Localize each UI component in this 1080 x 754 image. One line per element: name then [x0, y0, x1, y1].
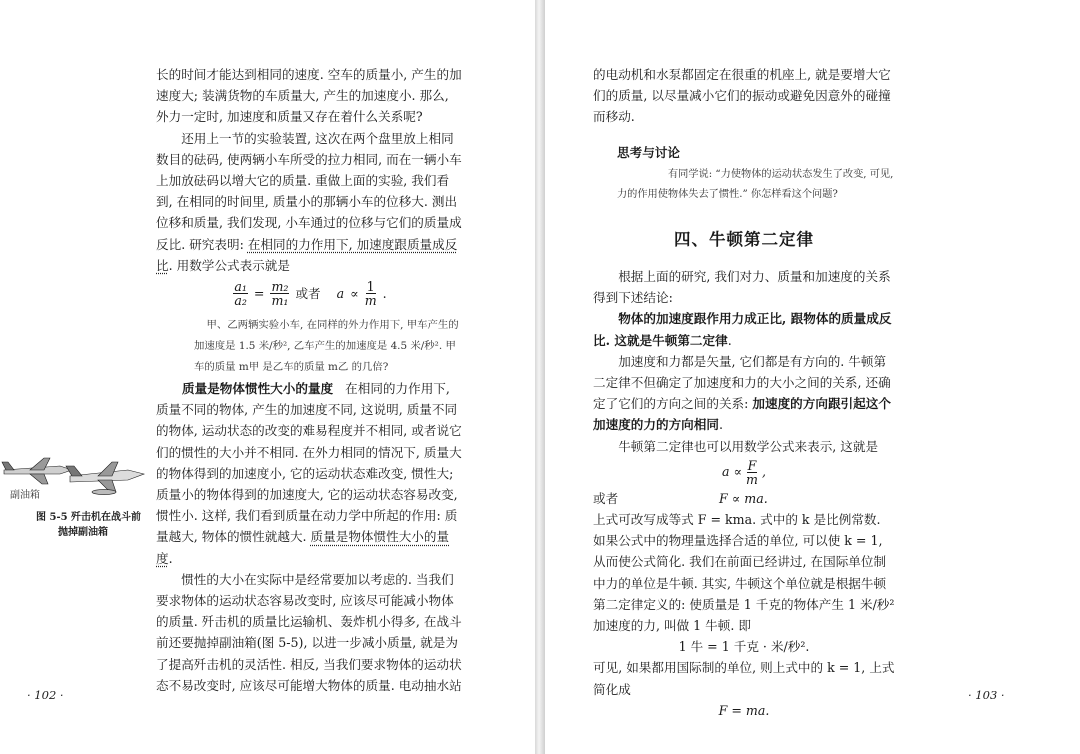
vector-text: 加速度和力都是矢量, 它们都是有方向的. 牛顿第二定律不但确定了加速度和力的大小之间的关系, 还确定了它们的方向之间的关系: — [593, 353, 891, 412]
vector-period: . — [718, 417, 723, 433]
paragraph-simplify: 可见, 如果都用国际制的单位, 则上式中的 k = 1, 上式简化成 — [593, 660, 895, 697]
right-column — [593, 64, 895, 721]
numerator-a1: a₁ — [234, 279, 247, 295]
symbol-a: a — [336, 285, 345, 301]
drop-tank — [92, 489, 116, 494]
discussion-body: 有同学说: “力使物体的运动状态发生了改变, 可见, 力的作用使物体失去了惯性.” 你怎样看这个问题? — [617, 168, 894, 200]
fraction-a1-a2 — [233, 280, 248, 307]
section-title: 四、牛顿第二定律 — [674, 229, 814, 249]
denominator-a2: a₂ — [234, 293, 247, 309]
exercise-box: 甲、乙两辆实验小车, 在同样的外力作用下, 甲车产生的加速度是 1.5 米/秒², 乙车产生的加速度是 4.5 米/秒². 甲车的质量 m甲 是乙车的质量 m乙 的几倍? — [194, 319, 459, 374]
denominator-m: m — [364, 293, 377, 309]
formula-mass-ratio — [156, 280, 464, 307]
formula-f-equals-ma: F = ma. — [718, 702, 770, 718]
page-number-left: · 102 · — [27, 688, 64, 702]
paragraph-vector — [593, 351, 895, 436]
fraction-one-m — [365, 280, 377, 307]
highlight-mass-measure: 质量是物体惯性大小的量度 — [156, 529, 450, 566]
unit-equation: 1 牛 = 1 千克 · 米/秒². — [678, 639, 810, 655]
formula-lead-in: . 用数学公式表示就是 — [168, 257, 290, 273]
caption-line-1: 图 5-5 歼击机在战斗前 — [36, 512, 142, 523]
fraction-m2-m1 — [270, 280, 289, 307]
equals-sign: = — [253, 285, 265, 301]
paragraph-continuation: 的电动机和水泵都固定在很重的机座上, 就是要增大它们的质量, 以尽量减小它们的振动或避免因意外的碰撞而移动. — [593, 67, 891, 125]
paragraph-k-constant: 上式可改写成等式 F = kma. 式中的 k 是比例常数. 如果公式中的物理量选择合适的单位, 可以使 k = 1, 从而使公式简化. 我们在前面已经讲过, 在国际单位制中力的单位是牛顿. 其实, 牛顿这个单位就是根据牛顿第二定律定义的: 使质量是 1 千克的物体产生 1 米/秒² 加速度的力, 叫做 1 牛顿. 即 — [593, 512, 895, 634]
paragraph-conclusion-intro: 根据上面的研究, 我们对力、质量和加速度的关系得到下述结论: — [593, 269, 891, 306]
page-number-right: · 103 · — [968, 688, 1005, 702]
vector-statement: 加速度的方向跟引起这个加速度的力的方向相同 — [593, 396, 891, 433]
figure-label-tank: 副油箱 — [10, 490, 40, 501]
fraction-f-m — [746, 459, 758, 486]
numerator-m2: m₂ — [271, 279, 289, 295]
symbol-a-right: a — [721, 463, 730, 479]
paragraph-formula-intro: 牛顿第二定律也可以用数学公式来表示, 这就是 — [618, 438, 879, 454]
paragraph-inertia — [156, 378, 464, 569]
law-period: . — [727, 332, 732, 348]
proportional-sign: ∝ — [350, 285, 359, 301]
paragraph-application: 惯性的大小在实际中是经常要加以考虑的. 当我们要求物体的运动状态容易改变时, 应该尽可能减小物体的质量. 歼击机的质量比运输机、轰炸机小得多, 在战斗前还要抛掉副油箱(图 5-5), 以进一步减小质量, 就是为了提高歼击机的灵活性. 相反, 当我们要求物体的运动状态不易改变时, 应该尽可能增大物体的质量. 电动抽水站 — [156, 571, 462, 693]
or-label: 或者 — [593, 490, 619, 506]
figure-caption — [36, 510, 154, 540]
paragraph-intro: 长的时间才能达到相同的速度. 空车的质量小, 产生的加速度大; 装满货物的车质量大, 产生的加速度小. 那么, 外力一定时, 加速度和质量又存在着什么关系呢? — [156, 67, 462, 125]
formula-period: . — [382, 285, 387, 301]
formula-or-line — [593, 488, 895, 509]
left-column — [156, 64, 464, 696]
caption-line-2: 抛掉副油箱 — [58, 527, 108, 538]
book-gutter — [535, 0, 545, 754]
numerator-one: 1 — [366, 279, 375, 295]
inertia-period: . — [168, 550, 173, 566]
formula-a-prop-f-over-m — [593, 459, 895, 486]
subheading-mass-inertia: 质量是物体惯性大小的量度 — [182, 381, 334, 397]
denominator-m1: m₁ — [271, 293, 289, 309]
inertia-text: 在相同的力作用下, 质量不同的物体, 产生的加速度不同, 这说明, 质量不同的物体, 运动状态的改变的难易程度并不相同, 或者说它们的惯性的大小并不相同. 在外力相同的情况下, 质量大的物体得到的加速度小, 它的运动状态难改变, 惯性大; 质量小的物体得到的加速度大, 它的运动状态容易改变, 惯性小. 这样, 我们看到质量在动力学中所起的作用: 质量越大, 物体的惯性就越大. — [156, 381, 462, 545]
paragraph-experiment — [156, 128, 464, 276]
discussion-title: 思考与讨论 — [617, 144, 680, 160]
proportional-sign-right: ∝ — [733, 463, 743, 479]
formula1-comma: , — [762, 463, 767, 479]
law-statement: 物体的加速度跟作用力成正比, 跟物体的质量成反比. 这就是牛顿第二定律 — [593, 311, 892, 348]
formula-f-prop-ma: F ∝ ma. — [719, 490, 768, 506]
or-word: 或者 — [295, 285, 321, 301]
numerator-f: F — [747, 457, 757, 473]
experiment-text: 还用上一节的实验装置, 这次在两个盘里放上相同数目的砝码, 使两辆小车所受的拉力相同, 而在一辆小车上加放砝码以增大它的质量. 重做上面的实验, 我们看到, 在相同的时间里, 质量小的那辆小车的位移大. 测出位移和质量, 我们发现, 小车通过的位移与它们的质量成反比. 研究表明: — [156, 130, 462, 252]
highlight-law-mass: 在相同的力作用下, 加速度跟质量成反比 — [156, 236, 458, 273]
denominator-m-right: m — [746, 471, 758, 487]
paragraph-second-law — [593, 308, 895, 350]
